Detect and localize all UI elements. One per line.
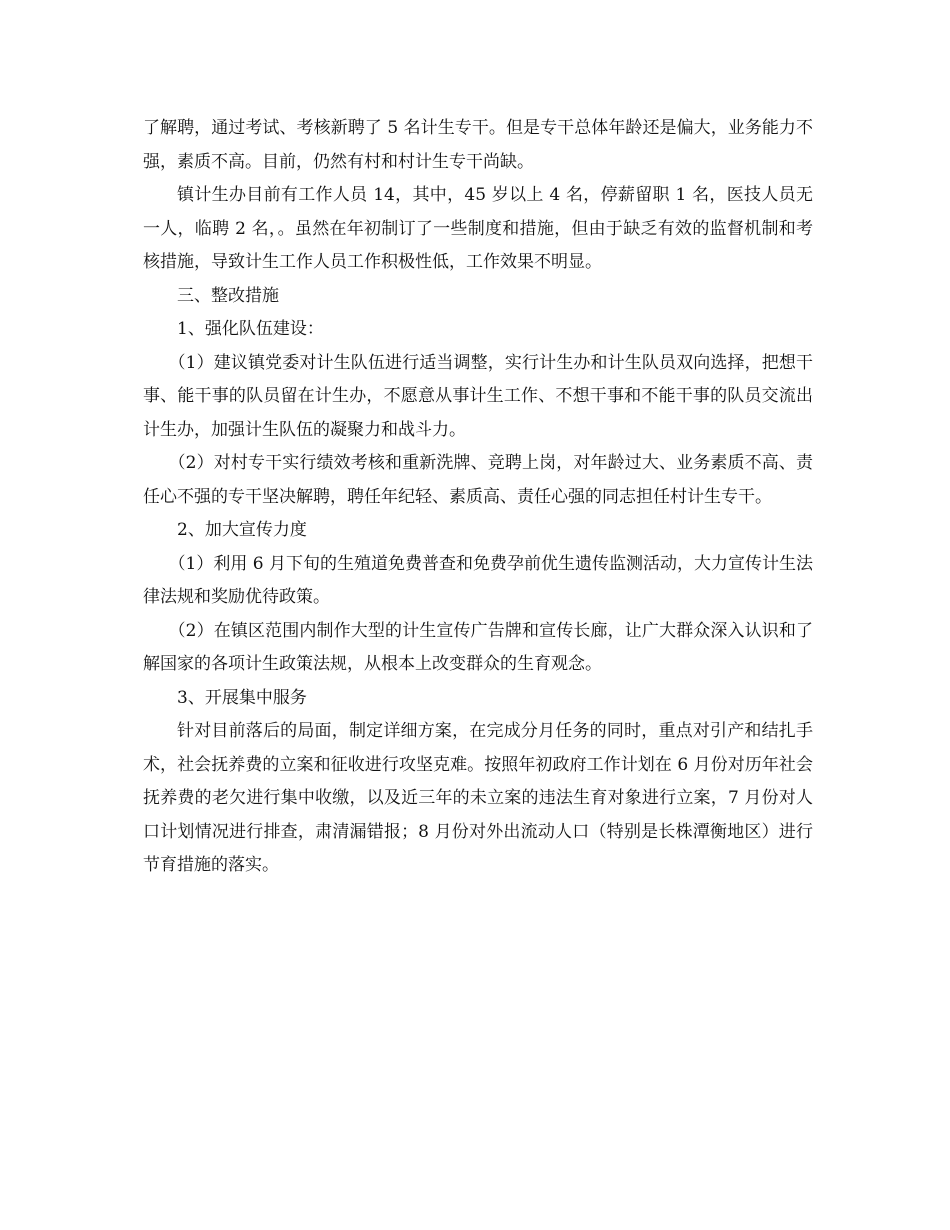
item-village-assessment: （2）对村专干实行绩效考核和重新洗牌、竞聘上岗，对年龄过大、业务素质不高、责任心不强的专干坚决解聘，聘任年纪轻、素质高、责任心强的同志担任村计生专干。 bbox=[143, 453, 813, 507]
paragraph-service-plan: 针对目前落后的局面，制定详细方案，在完成分月任务的同时，重点对引产和结扎手术，社会抚养费的立案和征收进行攻坚克难。按照年初政府工作计划在 6 月份对历年社会抚养费的老欠进行集中收缴，以及近三年的未立案的违法生育对象进行立案，7 月份对人口计划情况进行排查，肃清漏错报；8 月份对外出流动人口（特别是长株潭衡地区）进行节育措施的落实。 bbox=[143, 721, 813, 875]
paragraph-1: 了解聘，通过考试、考核新聘了 5 名计生专干。但是专干总体年龄还是偏大，业务能力不强，素质不高。目前，仍然有村和村计生专干尚缺。 bbox=[143, 118, 813, 172]
document-body bbox=[143, 112, 813, 883]
paragraph-2: 镇计生办目前有工作人员 14，其中，45 岁以上 4 名，停薪留职 1 名，医技人员无一人，临聘 2 名，。虽然在年初制订了一些制度和措施，但由于缺乏有效的监督机制和考核措施，导致计生工作人员工作积极性低，工作效果不明显。 bbox=[143, 185, 813, 272]
section-heading-rectification: 三、整改措施 bbox=[177, 285, 279, 306]
item-team-adjustment: （1）建议镇党委对计生队伍进行适当调整，实行计生办和计生队员双向选择，把想干事、能干事的队员留在计生办，不愿意从事计生工作、不想干事和不能干事的队员交流出计生办，加强计生队伍的凝聚力和战斗力。 bbox=[143, 352, 813, 440]
subheading-team-building: 1、强化队伍建设： bbox=[177, 319, 324, 339]
item-billboards: （2）在镇区范围内制作大型的计生宣传广告牌和宣传长廊，让广大群众深入认识和了解国家的各项计生政策法规，从根本上改变群众的生育观念。 bbox=[143, 620, 813, 674]
subheading-centralized-service: 3、开展集中服务 bbox=[177, 687, 307, 708]
item-june-campaign: （1）利用 6 月下旬的生殖道免费普查和免费孕前优生遗传监测活动，大力宣传计生法律法规和奖励优待政策。 bbox=[143, 553, 813, 607]
subheading-publicity: 2、加大宣传力度 bbox=[177, 520, 307, 540]
